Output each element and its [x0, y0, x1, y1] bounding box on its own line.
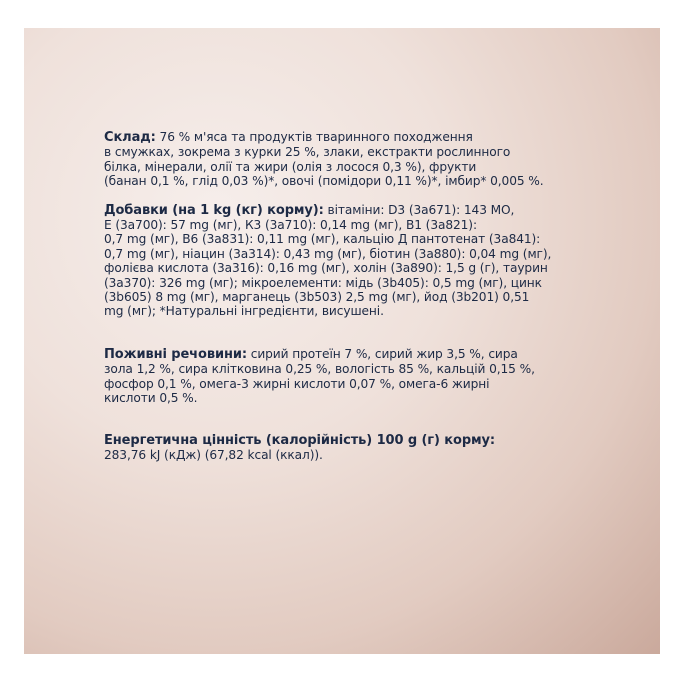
energy-line: 283,76 kJ (кДж) (67,82 kcal (ккал)). [104, 447, 323, 462]
additives-line: mg (мг); *Натуральні інгредієнти, висушені. [104, 304, 384, 319]
nutrients-label: Поживні речовини: [104, 346, 247, 362]
composition-label: Склад: [104, 130, 156, 145]
composition-line: 76 % м'яса та продуктів тваринного походження [155, 130, 473, 144]
additives-label: Добавки (на 1 kg (кг) корму): [104, 202, 324, 218]
nutrients-line: кислоти 0,5 %. [104, 391, 198, 406]
additives-line: вітаміни: D3 (3а671): 143 МО, [323, 202, 515, 217]
composition-line: (банан 0,1 %, глід 0,03 %)*, овочі (помідори 0,11 %)*, імбир* 0,005 %. [104, 174, 544, 189]
nutrients-line: фосфор 0,1 %, омега-3 жирні кислоти 0,07 %, омега-6 жирні [104, 376, 490, 391]
nutrients-section [104, 347, 604, 406]
additives-line: (3b605) 8 mg (мг), марганець (3b503) 2,5 mg (мг), йод (3b201) 0,51 [104, 290, 530, 305]
additives-line: 0,7 mg (мг), ніацин (3а314): 0,43 mg (мг), біотин (3а880): 0,04 mg (мг), [104, 246, 552, 261]
composition-line: в смужках, зокрема з курки 25 %, злаки, екстракти рослинного [104, 145, 511, 160]
additives-line: (3а370): 326 mg (мг); мікроелементи: мідь (3b405): 0,5 mg (мг), цинк [104, 275, 542, 290]
nutrients-line: сирий протеїн 7 %, сирий жир 3,5 %, сира [246, 346, 518, 361]
additives-line: Е (3а700): 57 mg (мг), К3 (3а710): 0,14 mg (мг), В1 (3а821): [104, 218, 477, 233]
energy-section [104, 434, 604, 463]
nutrients-line: зола 1,2 %, сира клітковина 0,25 %, вологість 85 %, кальцій 0,15 %, [104, 362, 535, 377]
additives-line: фолієва кислота (3а316): 0,16 mg (мг), холін (3а890): 1,5 g (г), таурин [104, 261, 548, 276]
energy-label: Енергетична цінність (калорійність) 100 g (г) корму: [104, 432, 496, 448]
label-panel [24, 28, 660, 654]
composition-section [104, 130, 604, 189]
composition-line: білка, мінерали, олії та жири (олія з лосося 0,3 %), фрукти [104, 159, 477, 174]
product-info-text [104, 130, 604, 462]
additives-line: 0,7 mg (мг), В6 (3а831): 0,11 mg (мг), кальцію Д пантотенат (3а841): [104, 232, 541, 247]
additives-section [104, 203, 604, 319]
